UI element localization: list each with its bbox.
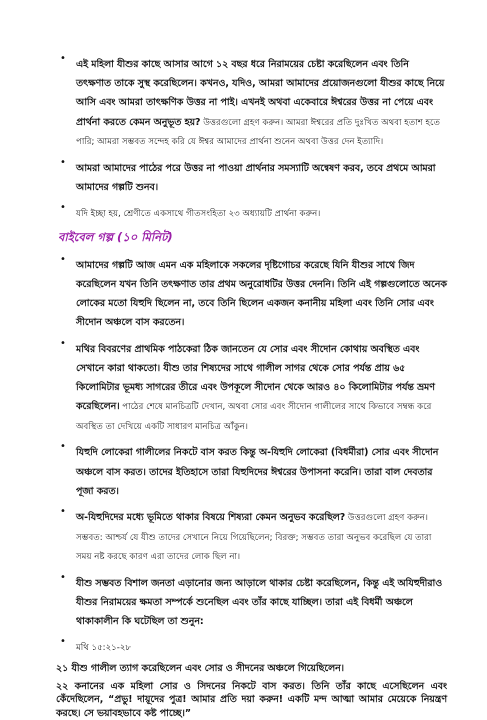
item-note-text: যদি ইচ্ছা হয়, শ্রেণীতে একসাথে গীতসংহিতা ২৩ অধ্যায়টি প্রার্থনা করুন। (76, 209, 321, 220)
list-item (58, 253, 447, 330)
list-item (58, 156, 447, 194)
list-item (58, 440, 447, 498)
bullet-icon: • (60, 156, 66, 168)
item-bold-text: মথির বিবরণের প্রাথমিক পাঠকেরা ঠিক জানতেন যে সোর এবং সীদোন কোথায় অবস্থিত এবং সেখানে কারা থাকতো। যীশু তার শিষ্যদের সাথে গালীল সাগর থেকে সোর পর্যন্ত প্রায় ৬৫ কিলোমিটার ভূমধ্য সাগরের তীরে এবং উপকূলে সীদোন থেকে আরও ৪০ কিলোমিটার পর্যন্ত ভ্রমণ করেছিলেন। (76, 343, 435, 413)
list-item (58, 52, 447, 149)
scripture-verse: ২২ কনানের এক মহিলা সোর ও সিদনের নিকটে বাস করত। তিনি তাঁর কাছে এসেছিলেন এবং কেঁদেছিলেন, “প্রভু! দায়ূদের পুত্র! আমার প্রতি দয়া করুন! একটি মন্দ আত্মা আমার মেয়েকে নিয়ন্ত্রণ করছে। সে ভয়াবহভাবে কষ্ট পাচ্ছে।” (56, 681, 447, 719)
item-note-text: উত্তরগুলো গ্রহণ করুন। সম্ভবত: আশ্চর্য যে যীশু তাদের সেখানে নিয়ে গিয়েছিলেন; বিরক্ত; সম্ভবত তারা অনুভব করেছিল যে তারা সময় নষ্ট করছে কারণ এরা তাদের লোক ছিল না। (76, 513, 432, 563)
item-note-text: পাঠের শেষে মানচিত্রটি দেখান, অথবা সোর এবং সীদোন গালীলের সাথে কিভাবে সম্বন্ধ করে অবস্থিত তা দেখিয়ে একটি সাধারণ মানচিত্র আঁকুন। (76, 402, 432, 432)
item-bold-text: যীশু সম্ভবত বিশাল জনতা এড়ানোর জন্য আড়ালে থাকার চেষ্টা করেছিলেন, কিন্তু এই অযিহুদীরাও যীশুর নিরাময়ের ক্ষমতা সম্পর্কে শুনেছিল এবং তাঁর কাছে যাচ্ছিল। তারা এই বিধর্মী অঞ্চলে থাকাকালীন কি ঘটেছিল তা শুনুন: (76, 577, 443, 628)
bullet-icon: • (60, 506, 66, 518)
scripture-reference: মথি ১৫:২১-২৮ (76, 643, 132, 654)
list-item (58, 635, 447, 655)
bullet-icon: • (60, 202, 66, 214)
bullet-icon: • (60, 53, 66, 64)
bullet-icon: • (60, 571, 66, 583)
list-item (58, 201, 447, 221)
item-bold-text: যিহুদি লোকেরা গালীলের নিকটে বাস করত কিন্তু অ-যিহুদি লোকেরা (বিধর্মীরা) সোর এবং সীদোন অঞ্চলে বাস করত। তাদের ইতিহাসে তারা যিহুদিদের ঈশ্বরের উপাসনা করেনি। তারা বাল দেবতার পূজা করত। (76, 447, 439, 497)
item-bold-text: অ-যিহুদিদের মধ্যে ভূমিতে থাকার বিষয়ে শিষ্যরা কেমন অনুভব করেছিল? (76, 512, 346, 524)
list-item (58, 571, 447, 629)
item-bold-text: এই মহিলা যীশুর কাছে আসার আগে ১২ বছর ধরে নিরাময়ের চেষ্টা করেছিলেন এবং তিনি তৎক্ষণাত তাকে সুস্থ করেছিলেন। কখনও, যদিও, আমরা আমাদের প্রয়োজনগুলো যীশুর কাছে নিয়ে আসি এবং আমরা তাৎক্ষণিক উত্তর না পাই। এখনই অথবা একেবারে ঈশ্বরের উত্তর না পেয়ে এবং প্রার্থনা করতে কেমন অনুভূত হয়? (76, 59, 445, 128)
item-note-text: উত্তরগুলো গ্রহণ করুন। আমরা ঈশ্বরের প্রতি দুঃখিত অথবা হতাশ হতে পারি; আমরা সম্ভবত সন্দেহ করি যে ঈশ্বর আমাদের প্রার্থনা শুনেন অথবা উত্তর দেন ইত্যাদি। (76, 117, 440, 148)
scripture-verse: ২১ যীশু গালীল ত্যাগ করেছিলেন এবং সোর ও সীদনের অঞ্চলে গিয়েছিলেন। (56, 663, 345, 674)
list-item (58, 505, 447, 564)
list-item (58, 337, 447, 434)
bullet-icon: • (60, 337, 66, 349)
bullet-icon: • (60, 441, 66, 453)
discussion-list (58, 52, 447, 221)
item-bold-text: আমাদের গল্পটি আজ এমন এক মহিলাকে সকলের দৃষ্টিগোচর করেছে যিনি যীশুর সাথে জিদ করেছিলেন যখন তিনি তৎক্ষণাত তার প্রথম অনুরোধটির উত্তর দেননি। তিনি এই গল্পগুলোতে অনেক লোকের মতো যিহুদি ছিলেন না, তবে তিনি ছিলেন একজন কনানীয় মহিলা এবং তিনি সোর এবং সীদোন অঞ্চলে বাস করতেন। (76, 259, 447, 329)
story-list (58, 253, 447, 655)
item-bold-text: আমরা আমাদের পাঠের পরে উত্তর না পাওয়া প্রার্থনার সমস্যাটি অন্বেষণ করব, তবে প্রথমে আমরা আমাদের গল্পটি শুনব। (76, 162, 436, 193)
section-heading: বাইবেল গল্প (১০ মিনিট) (58, 229, 173, 244)
bullet-icon: • (60, 636, 66, 648)
bullet-icon: • (60, 253, 66, 265)
